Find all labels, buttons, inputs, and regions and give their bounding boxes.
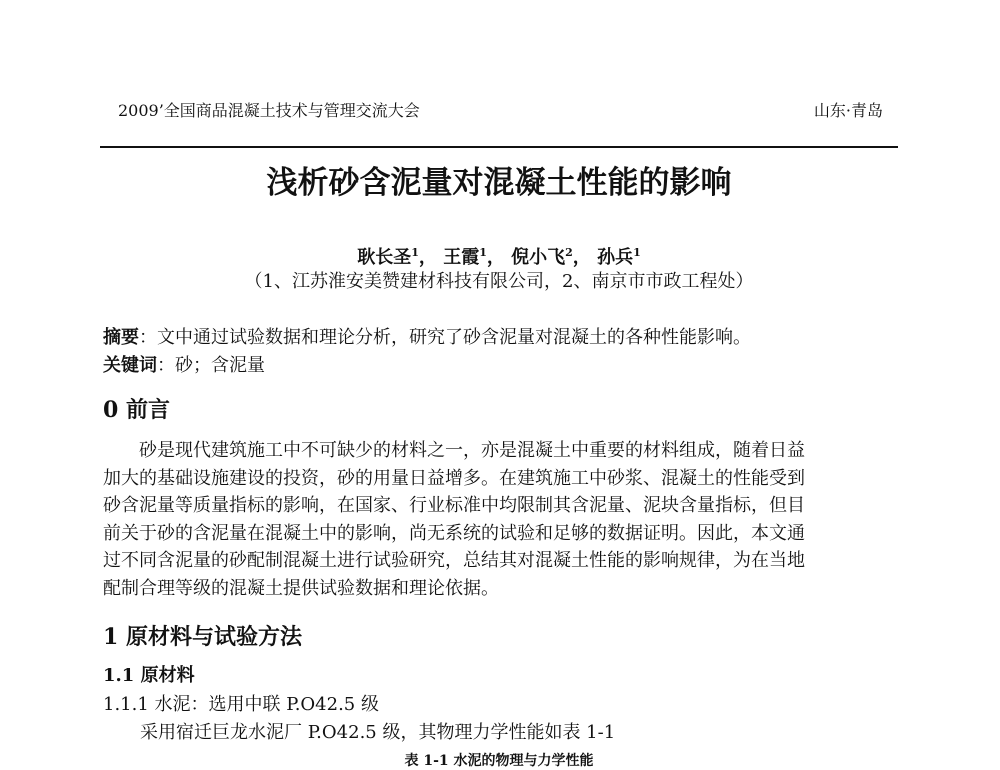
author-name: 王霞 xyxy=(443,247,480,268)
author-affiliation-mark: 1 xyxy=(479,246,487,259)
author-name: 倪小飞 xyxy=(511,247,566,268)
abstract-text: ：文中通过试验数据和理论分析，研究了砂含泥量对混凝土的各种性能影响。 xyxy=(139,327,751,348)
conference-location: 山东·青岛 xyxy=(813,101,883,120)
abstract xyxy=(103,326,751,350)
section-heading-materials: 1 原材料与试验方法 xyxy=(103,624,302,650)
author-list xyxy=(100,241,898,270)
affiliations: （1、江苏淮安美赞建材科技有限公司，2、南京市市政工程处） xyxy=(244,271,754,292)
section-heading-introduction: 0 前言 xyxy=(103,397,170,423)
abstract-label: 摘要 xyxy=(103,327,139,348)
paragraph-line: 砂是现代建筑施工中不可缺少的材料之一，亦是混凝土中重要的材料组成，随着日益 xyxy=(139,440,805,461)
author-affiliation-mark: 2 xyxy=(565,246,573,259)
paragraph-line: 加大的基础设施建设的投资，砂的用量日益增多。在建筑施工中砂浆、混凝土的性能受到 xyxy=(103,467,805,489)
author-separator: ， xyxy=(572,247,591,268)
subsubsection-heading-cement: 1.1.1 水泥：选用中联 P.O42.5 级 xyxy=(103,694,379,715)
author-affiliation-mark: 1 xyxy=(633,246,641,259)
keywords-label: 关键词 xyxy=(103,355,157,376)
header-rule xyxy=(100,146,898,148)
subsection-heading-raw-materials: 1.1 原材料 xyxy=(103,665,195,686)
keywords-text: ：砂；含泥量 xyxy=(157,355,265,376)
paragraph-line: 前关于砂的含泥量在混凝土中的影响，尚无系统的试验和足够的数据证明。因此，本文通 xyxy=(103,522,805,544)
paragraph-line: 配制合理等级的混凝土提供试验数据和理论依据。 xyxy=(103,577,499,599)
table-caption: 表 1-1 水泥的物理与力学性能 xyxy=(404,753,594,769)
paragraph-line: 砂含泥量等质量指标的影响，在国家、行业标准中均限制其含泥量、泥块含量指标，但目 xyxy=(103,495,805,517)
author-affiliation-mark: 1 xyxy=(411,246,419,259)
author-name: 耿长圣 xyxy=(357,247,412,268)
conference-name: 2009’全国商品混凝土技术与管理交流大会 xyxy=(118,101,420,120)
paper-title: 浅析砂含泥量对混凝土性能的影响 xyxy=(266,165,732,201)
author-separator: ， xyxy=(418,247,437,268)
cement-description: 采用宿迁巨龙水泥厂 P.O42.5 级，其物理力学性能如表 1-1 xyxy=(140,722,616,743)
introduction-paragraph xyxy=(103,437,895,603)
keywords xyxy=(103,354,265,378)
author-name: 孙兵 xyxy=(597,247,634,268)
paragraph-line: 过不同含泥量的砂配制混凝土进行试验研究，总结其对混凝土性能的影响规律，为在当地 xyxy=(103,550,805,572)
author-separator: ， xyxy=(486,247,505,268)
